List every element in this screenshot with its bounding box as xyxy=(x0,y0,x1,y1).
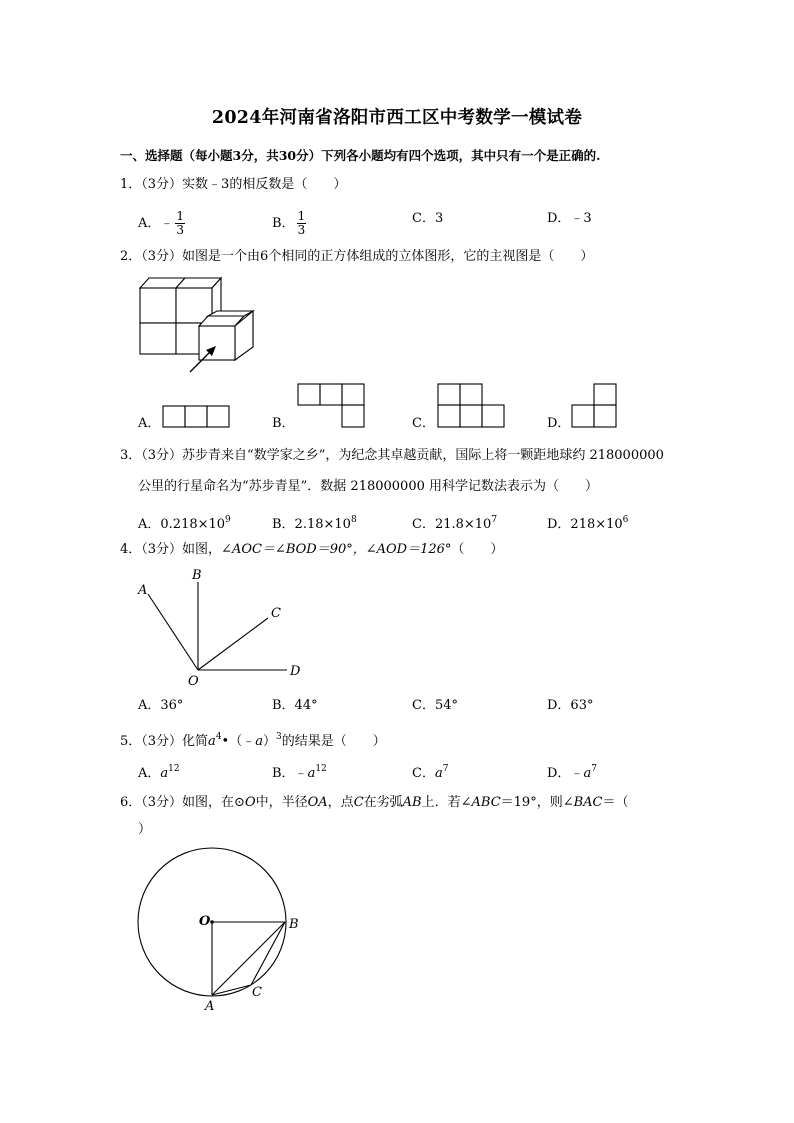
q1-option-a-label: A．﹣ xyxy=(138,216,174,231)
q2-option-d[interactable]: D． xyxy=(547,416,571,431)
q5-option-c-label: C． xyxy=(412,766,435,781)
q3-option-a-exponent: 9 xyxy=(225,515,231,525)
q6-var-oa: OA xyxy=(307,795,328,810)
q4-option-d[interactable]: D．63° xyxy=(547,698,594,713)
q6-stem-part: 6．（3分）如图，在⊙ xyxy=(120,795,245,810)
q5-variable-a2: a xyxy=(255,734,263,749)
q6-stem-part: ＝19°，则∠ xyxy=(500,795,574,810)
question-3-stem-line1: 3．（3分）苏步青来自“数学家之乡”，为纪念其卓越贡献，国际上将一颗距地球约 218000000 xyxy=(120,448,664,463)
q6-label-b: B xyxy=(289,917,299,932)
q4-option-c[interactable]: C．54° xyxy=(412,698,458,713)
question-3-stem-line2: 公里的行星命名为“苏步青星”．数据 218000000 用科学记数法表示为（ ） xyxy=(138,479,598,494)
q1-option-d[interactable]: D．﹣3 xyxy=(547,211,592,226)
q6-stem-part: ，点 xyxy=(327,795,354,810)
q6-var-bac: BAC xyxy=(573,795,603,810)
q5-stem-prefix: 5．（3分）化简 xyxy=(120,734,209,749)
q4-label-d: D xyxy=(290,664,301,679)
q5-option-a-variable: a xyxy=(160,766,169,781)
q3-option-c-exponent: 7 xyxy=(491,515,498,525)
q5-option-c-exponent: 7 xyxy=(442,764,449,774)
section-heading: 一、选择题（每小题3分，共30分）下列各小题均有四个选项，其中只有一个是正确的. xyxy=(120,148,601,163)
q5-stem-suffix: 的结果是（ ） xyxy=(281,734,386,749)
q4-label-a: A xyxy=(138,583,148,598)
q4-stem-formula: ∠AOC＝∠BOD＝90°，∠AOD＝126° xyxy=(221,542,452,557)
q5-close-paren: ） xyxy=(262,734,276,749)
q5-stem-middle: •（﹣ xyxy=(221,734,256,749)
q5-option-b-exponent: 12 xyxy=(315,764,327,774)
q5-exponent-4: 4 xyxy=(215,732,222,742)
fraction-denominator: 3 xyxy=(297,223,306,237)
q5-variable-a: a xyxy=(208,734,216,749)
q4-stem-suffix: （ ） xyxy=(451,542,504,557)
q5-exponent-3: 3 xyxy=(276,732,282,742)
fraction-numerator: 1 xyxy=(297,209,306,223)
q5-option-c-variable: a xyxy=(434,766,443,781)
fraction-denominator: 3 xyxy=(176,223,185,237)
q6-var-c: C xyxy=(353,795,364,810)
fraction-numerator: 1 xyxy=(176,209,185,223)
q5-option-d-label: D．﹣ xyxy=(547,766,584,781)
q5-option-b-label: B．﹣ xyxy=(272,766,308,781)
q1-option-c[interactable]: C．3 xyxy=(412,211,444,226)
q6-var-ab: AB xyxy=(402,795,422,810)
q6-label-o: O xyxy=(199,914,211,929)
q3-option-a-base: A．0.218×10 xyxy=(138,517,226,532)
q2-option-b[interactable]: B． xyxy=(272,416,295,431)
q4-label-b: B xyxy=(192,568,202,583)
q5-option-d-exponent: 7 xyxy=(591,764,597,774)
q4-label-o: O xyxy=(188,674,199,689)
q5-option-a-label: A． xyxy=(138,766,161,781)
q3-option-b-exponent: 8 xyxy=(350,515,357,525)
question-2-stem: 2．（3分）如图是一个由6个相同的正方体组成的立体图形，它的主视图是（ ） xyxy=(120,249,594,264)
q2-option-c[interactable]: C． xyxy=(412,416,435,431)
q2-option-a[interactable]: A． xyxy=(138,416,161,431)
q4-stem-prefix: 4．（3分）如图， xyxy=(120,542,222,557)
q5-option-a-exponent: 12 xyxy=(168,764,180,774)
q6-stem-part: ＝（ xyxy=(602,795,629,810)
question-1-stem: 1．（3分）实数﹣3的相反数是（ ） xyxy=(120,177,347,192)
q6-label-a: A xyxy=(205,999,215,1014)
question-6-stem-line2: ） xyxy=(138,822,152,837)
q5-option-d-variable: a xyxy=(583,766,592,781)
q6-var-o: O xyxy=(244,795,256,810)
q6-stem-part: 中，半径 xyxy=(255,795,308,810)
q6-var-abc: ABC xyxy=(471,795,501,810)
q3-option-c-base: C．21.8×10 xyxy=(412,517,492,532)
q5-option-b-variable: a xyxy=(307,766,316,781)
q4-option-b[interactable]: B．44° xyxy=(272,698,318,713)
q6-stem-part: 上．若∠ xyxy=(421,795,472,810)
q3-option-d-exponent: 6 xyxy=(622,515,629,525)
q1-option-b-label: B． xyxy=(272,216,295,231)
q6-label-c: C xyxy=(252,985,262,1000)
page-title: 2024年河南省洛阳市西工区中考数学一模试卷 xyxy=(211,108,583,128)
q3-option-b-base: B．2.18×10 xyxy=(272,517,351,532)
q4-label-c: C xyxy=(271,606,281,621)
q6-stem-part: 在劣弧 xyxy=(363,795,403,810)
q3-option-d-base: D．218×10 xyxy=(547,517,623,532)
q4-option-a[interactable]: A．36° xyxy=(138,698,184,713)
